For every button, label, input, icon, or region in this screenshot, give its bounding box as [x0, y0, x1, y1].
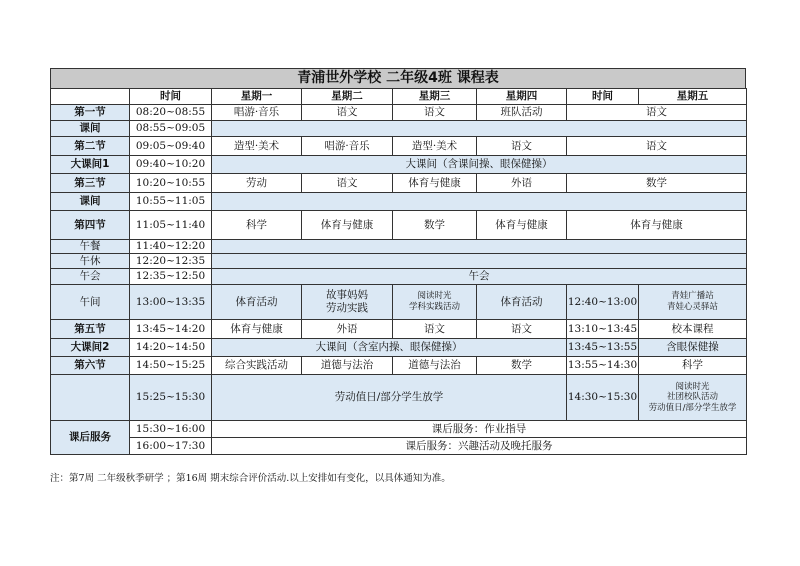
period-time: 16:00~17:30 [130, 438, 212, 455]
cell-tuesday: 体育与健康 [302, 211, 393, 240]
cell-wednesday: 语文 [393, 320, 477, 339]
period-label: 第四节 [51, 211, 130, 240]
cell-line: 青娃心灵驿站 [666, 302, 718, 312]
row-after-school-1 [51, 421, 747, 438]
cell-line: 社团校队活动 [666, 392, 718, 403]
cell-tuesday: 语文 [302, 174, 393, 193]
cell-thursday: 语文 [477, 320, 567, 339]
cell-line: 学科实践活动 [408, 302, 460, 312]
cell-friday-time: 13:55~14:30 [567, 357, 639, 375]
row-period-3 [51, 174, 747, 193]
cell-wednesday: 造型·美术 [393, 137, 477, 156]
period-time: 14:20~14:50 [130, 339, 212, 357]
period-label: 课间 [51, 121, 130, 137]
period-time: 09:05~09:40 [130, 137, 212, 156]
row-period-2 [51, 137, 747, 156]
duty-span: 劳动值日/部分学生放学 [212, 375, 567, 421]
period-time: 15:25~15:30 [130, 375, 212, 421]
big-break-span: 大课间（含室内操、眼保健操） [212, 339, 567, 357]
cell-thursday: 外语 [477, 174, 567, 193]
after-school-span: 课后服务：兴趣活动及晚托服务 [212, 438, 747, 455]
cell-thursday: 语文 [477, 137, 567, 156]
cell-thursday: 体育与健康 [477, 211, 567, 240]
period-label: 大课间2 [51, 339, 130, 357]
lunch-span [212, 240, 747, 254]
break-span [212, 193, 747, 211]
header-row [51, 89, 747, 105]
cell-tuesday: 外语 [302, 320, 393, 339]
cell-thursday: 班队活动 [477, 105, 567, 121]
period-time: 12:20~12:35 [130, 254, 212, 269]
break-span [212, 121, 747, 137]
period-label: 第一节 [51, 105, 130, 121]
cell-thursday: 数学 [477, 357, 567, 375]
period-label: 第二节 [51, 137, 130, 156]
row-noon [51, 285, 747, 320]
cell-friday: 含眼保健操 [639, 339, 747, 357]
cell-thursday: 体育活动 [477, 285, 567, 320]
noon-meeting-span: 午会 [212, 269, 747, 285]
period-label: 课后服务 [51, 421, 130, 455]
cell-monday: 唱游·音乐 [212, 105, 302, 121]
cell-wednesday: 数学 [393, 211, 477, 240]
cell-friday: 语文 [567, 137, 747, 156]
cell-friday [639, 285, 747, 320]
row-after-school-2 [51, 438, 747, 455]
period-time: 09:40~10:20 [130, 156, 212, 174]
cell-monday: 科学 [212, 211, 302, 240]
row-period-1 [51, 105, 747, 121]
cell-friday-time: 14:30~15:30 [567, 375, 639, 421]
row-lunch [51, 240, 747, 254]
nap-span [212, 254, 747, 269]
cell-wednesday: 语文 [393, 105, 477, 121]
header-period [51, 89, 130, 105]
header-wednesday: 星期三 [393, 89, 477, 105]
period-time: 11:40~12:20 [130, 240, 212, 254]
period-time: 10:20~10:55 [130, 174, 212, 193]
cell-friday: 科学 [639, 357, 747, 375]
cell-monday: 体育活动 [212, 285, 302, 320]
after-school-span: 课后服务：作业指导 [212, 421, 747, 438]
cell-line: 阅读时光 [417, 291, 452, 302]
cell-line: 故事妈妈 [326, 289, 368, 302]
period-label: 午会 [51, 269, 130, 285]
header-thursday: 星期四 [477, 89, 567, 105]
cell-friday-time: 12:40~13:00 [567, 285, 639, 320]
period-time: 08:20~08:55 [130, 105, 212, 121]
cell-friday: 体育与健康 [567, 211, 747, 240]
header-tuesday: 星期二 [302, 89, 393, 105]
period-time: 14:50~15:25 [130, 357, 212, 375]
row-big-break-2 [51, 339, 747, 357]
cell-wednesday: 体育与健康 [393, 174, 477, 193]
cell-tuesday: 道德与法治 [302, 357, 393, 375]
row-period-4 [51, 211, 747, 240]
period-time: 13:45~14:20 [130, 320, 212, 339]
cell-monday: 劳动 [212, 174, 302, 193]
timetable-title: 青浦世外学校 二年级4班 课程表 [50, 68, 746, 88]
timetable [50, 88, 747, 455]
big-break-span: 大课间（含课间操、眼保健操） [212, 156, 747, 174]
period-label: 第三节 [51, 174, 130, 193]
period-label: 大课间1 [51, 156, 130, 174]
period-label: 第六节 [51, 357, 130, 375]
cell-monday: 体育与健康 [212, 320, 302, 339]
row-break-1 [51, 121, 747, 137]
period-label: 午间 [51, 285, 130, 320]
cell-tuesday [302, 285, 393, 320]
header-time: 时间 [130, 89, 212, 105]
footnote: 注：第7周 二年级秋季研学 ；第16周 期末综合评价活动.以上安排如有变化，以具体通知为准。 [50, 473, 451, 484]
period-time: 08:55~09:05 [130, 121, 212, 137]
cell-tuesday: 唱游·音乐 [302, 137, 393, 156]
row-break-2 [51, 193, 747, 211]
cell-line: 阅读时光 [675, 381, 710, 392]
cell-friday-time: 13:10~13:45 [567, 320, 639, 339]
period-time: 13:00~13:35 [130, 285, 212, 320]
cell-line: 劳动值日/部分学生放学 [648, 402, 737, 413]
cell-monday: 造型·美术 [212, 137, 302, 156]
cell-friday: 语文 [567, 105, 747, 121]
row-noon-meeting [51, 269, 747, 285]
cell-wednesday: 道德与法治 [393, 357, 477, 375]
row-period-6 [51, 357, 747, 375]
period-label: 午餐 [51, 240, 130, 254]
period-time: 15:30~16:00 [130, 421, 212, 438]
cell-friday [639, 375, 747, 421]
period-label: 午休 [51, 254, 130, 269]
header-monday: 星期一 [212, 89, 302, 105]
timetable-sheet [50, 68, 746, 455]
period-label: 课间 [51, 193, 130, 211]
cell-friday-time: 13:45~13:55 [567, 339, 639, 357]
cell-wednesday [393, 285, 477, 320]
row-duty [51, 375, 747, 421]
period-time: 11:05~11:40 [130, 211, 212, 240]
period-time: 10:55~11:05 [130, 193, 212, 211]
header-friday: 星期五 [639, 89, 747, 105]
period-label: 第五节 [51, 320, 130, 339]
cell-friday: 校本课程 [639, 320, 747, 339]
cell-monday: 综合实践活动 [212, 357, 302, 375]
cell-tuesday: 语文 [302, 105, 393, 121]
cell-friday: 数学 [567, 174, 747, 193]
period-time: 12:35~12:50 [130, 269, 212, 285]
header-time-friday: 时间 [567, 89, 639, 105]
row-period-5 [51, 320, 747, 339]
cell-line: 青娃广播站 [671, 291, 714, 302]
row-nap [51, 254, 747, 269]
row-big-break-1 [51, 156, 747, 174]
period-label [51, 375, 130, 421]
cell-line: 劳动实践 [326, 302, 368, 314]
